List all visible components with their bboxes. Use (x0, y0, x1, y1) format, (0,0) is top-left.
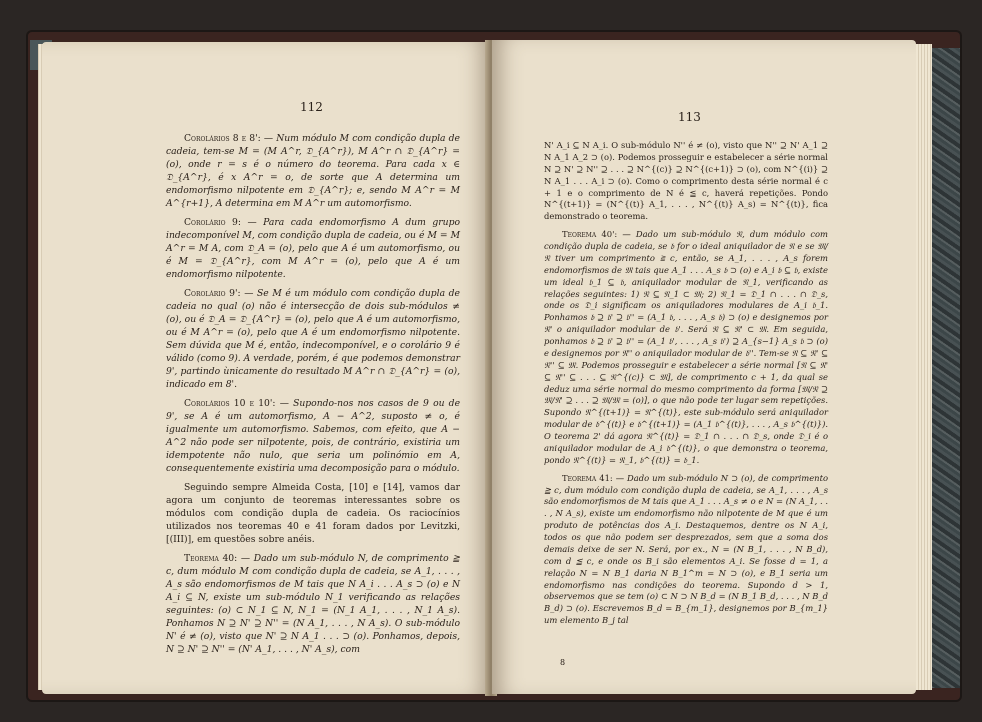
paragraph (544, 473, 828, 627)
right-page (492, 40, 916, 694)
paragraph-lead: Teorema 41: (562, 472, 613, 483)
paragraph-body: — Num módulo M com condição dupla de cadeia, tem-se M = (M A^r, 𝔇_{A^r}), M A^r ∩ 𝔇_{A^r} = (o), onde r = s é o número do teorema. Para cada x ∈ 𝔇_{A^r}, é x A^r = o, de sorte que A determina um endomorfismo nilpotente em 𝔇_{A^r}; e, sendo M A^r = M A^{r+1}, A determina em M A^r um automorfismo. (166, 133, 460, 209)
paragraph-body: N' A_i ⊆ N A_i. O sub-módulo N'' é ≠ (o), visto que N'' ⊇ N' A_1 ⊇ N A_1 A_2 ⊃ (o). Podemos prosseguir e estabelecer a série normal N ⊇ N' ⊇ N'' ⊇ . . . ⊇ N^{(c)} ⊇ N^{(c+1)} ⊃ (o), com N^{(i)} ⊇ N A_1 . . . A_i ⊃ (o). Como o comprimento desta série normal é c + 1 e o comprimento de N é ≦ c, haverá repetições. Pondo N^{(t+1)} = (N^{(t)} A_1, . . . , N^{(t)} A_s) = N^{(t)}, fica demonstrado o teorema. (544, 140, 828, 222)
paragraph-lead: Corolários 10 e 10': (184, 398, 276, 409)
paragraph-body: — Dado um sub-módulo N ⊃ (o), de comprimento ≧ c, dum módulo com condição dupla de cadeia, se A_1, . . . , A_s são endomorfismos de M tais que A_1 . . . A_s ≠ o e N = (N A_1, . . . , N A_s), existe um endomorfismo não nilpotente de M que é um produto de potências dos A_i. Destaquemos, dentre os N A_i, todos os que não podem ser desprezados, sem que a soma dos demais deixe de ser N. Será, por ex., N = (N B_1, . . . , N B_d), com d ≦ c, e onde os B_i são elementos A_i. Se fosse d = 1, a relação N = N B_1 daria N B_1^m = N ⊃ (o), e B_1 seria um endomorfismo nas condições do teorema. Supondo d > 1, observemos que se tem (o) ⊂ N ⊃ N B_d = (N B_1 B_d, . . . , N B_d B_d) ⊃ (o). Escrevemos B_d = B_{m_1}, designemos por B_{m_1} um elemento B_j tal (544, 472, 828, 626)
paragraph-lead: Corolário 9': (184, 288, 241, 299)
page-number: 113 (678, 110, 701, 124)
paragraph-body: Seguindo sempre Almeida Costa, [10] e [14], vamos dar agora um conjunto de teoremas interessantes sobre os módulos com condição dupla de cadeia. Os raciocínios utilizados nos teoremas 40 e 41 foram dados por Levitzki, [(III)], em questões sobre anéis. (166, 482, 460, 545)
right-page-text (544, 140, 828, 633)
paragraph (544, 229, 828, 467)
page-number: 112 (300, 100, 323, 114)
paragraph (166, 287, 460, 391)
paragraph (544, 140, 828, 223)
paragraph (166, 132, 460, 210)
left-page (42, 42, 490, 694)
left-page-text (166, 132, 460, 662)
paragraph (166, 552, 460, 656)
paragraph (166, 397, 460, 475)
paragraph-body: — Dado um sub-módulo 𝔑, dum módulo com condição dupla de cadeia, se 𝔟 for o ideal aniquilador de 𝔑 e se 𝔐/𝔑 tiver um comprimento ≧ c, então, se A_1, . . . , A_s forem endomorfismos de 𝔐 tais que A_1 . . . A_s 𝔟 ⊃ (o) e A_i 𝔟 ⊆ 𝔟, existe um ideal 𝔟_1 ⊆ 𝔟, aniquilador modular de 𝔑_1, verificando as relações seguintes: 1) 𝔑 ⊆ 𝔑_1 ⊂ 𝔐; 2) 𝔑_1 = 𝔇_1 ∩ . . . ∩ 𝔇_s, onde os 𝔇_i significam os aniquiladores modulares de A_i 𝔟_1. Ponhamos 𝔟 ⊇ 𝔟' ⊇ 𝔟'' = (A_1 𝔟, . . . , A_s 𝔟) ⊃ (o) e designemos por 𝔑' o aniquilador modular de 𝔟'. Será 𝔑 ⊆ 𝔑' ⊂ 𝔐. Em seguida, ponhamos 𝔟 ⊇ 𝔟' ⊇ 𝔟'' = (A_1 𝔟', . . . , A_s 𝔟') ⊇ A_{s−1} A_s 𝔟 ⊃ (o) e designemos por 𝔑'' o aniquilador modular de 𝔟''. Tem-se 𝔑 ⊆ 𝔑' ⊆ 𝔑'' ⊆ 𝔐. Podemos prosseguir e estabelecer a série normal [𝔑 ⊆ 𝔑' ⊆ 𝔑'' ⊆ . . . ⊆ 𝔑^{(c)} ⊂ 𝔐], de comprimento c + 1, da qual se deduz uma série normal do mesmo comprimento da forma [𝔐/𝔑 ⊇ 𝔐/𝔑' ⊇ . . . ⊇ 𝔐/𝔐 = (o)], o que não pode ter lugar sem repetições. Supondo 𝔑^{(t+1)} = 𝔑^{(t)}, este sub-módulo será aniquilador modular de 𝔟^{(t)} e 𝔟^{(t+1)} = (A_1 𝔟^{(t)}, . . . , A_s 𝔟^{(t)}). O teorema 2' dá agora 𝔑^{(t)} = 𝔇_1 ∩ . . . ∩ 𝔇_s, onde 𝔇_i é o aniquilador modular de A_i 𝔟^{(t)}, o que demonstra o teorema, pondo 𝔑^{(t)} = 𝔑_1, 𝔟^{(t)} = 𝔟_1. (544, 229, 828, 465)
paragraph-body: — Dado um sub-módulo N, de comprimento ≧ c, dum módulo M com condição dupla de cadeia, se A_1, . . . , A_s são endomorfismos de M tais que N A_i . . . A_s ⊃ (o) e N A_i ⊆ N, existe um sub-módulo N_1 verificando as relações seguintes: (o) ⊂ N_1 ⊆ N, N_1 = (N_1 A_1, . . . , N_1 A_s). Ponhamos N ⊇ N' ⊇ N'' = (N A_1, . . . , N A_s). O sub-módulo N' é ≠ (o), visto que N' ⊇ N A_1 . . . ⊃ (o). Ponhamos, depois, N ⊇ N' ⊇ N'' = (N' A_1, . . . , N' A_s), com (166, 553, 460, 655)
signature-mark: 8 (560, 658, 566, 667)
paragraph (166, 216, 460, 281)
paragraph-body: — Para cada endomorfismo A dum grupo indecomponível M, com condição dupla de cadeia, ou é M = M A^r = M A, com 𝔇_A = (o), pelo que A é um automorfismo, ou é M = 𝔇_{A^r}, com M A^r = (o), pelo que A é um endomorfismo nilpotente. (166, 217, 460, 280)
paragraph (166, 481, 460, 546)
paragraph-lead: Teorema 40: (184, 553, 238, 564)
paragraph-lead: Corolário 9: (184, 217, 241, 228)
paragraph-lead: Teorema 40': (562, 229, 618, 240)
paragraph-body: — Se M é um módulo com condição dupla de cadeia no qual (o) não é intersecção de dois sub-módulos ≠ (o), ou é 𝔇_A = 𝔇_{A^r} = (o), pelo que A é um automorfismo, ou é M A^r = (o), pelo que A é um endomorfismo nilpotente. Sem dúvida que M é, então, indecomponível, e o corolário 9 é válido (como 9). A verdade, porém, é que podemos demonstrar 9', partindo ùnicamente do resultado M A^r ∩ 𝔇_{A^r} = (o), indicado em 8'. (166, 288, 460, 390)
paragraph-body: — Supondo-nos nos casos de 9 ou de 9', se A é um automorfismo, A − A^2, suposto ≠ o, é igualmente um automorfismo. Sabemos, com efeito, que A − A^2 não pode ser nilpotente, pois, de contrário, existiria um idempotente não nulo, que seria um polinómio em A, consequentemente existiria uma decomposição para o módulo. (166, 398, 461, 474)
paragraph-lead: Corolários 8 e 8': (184, 133, 261, 144)
